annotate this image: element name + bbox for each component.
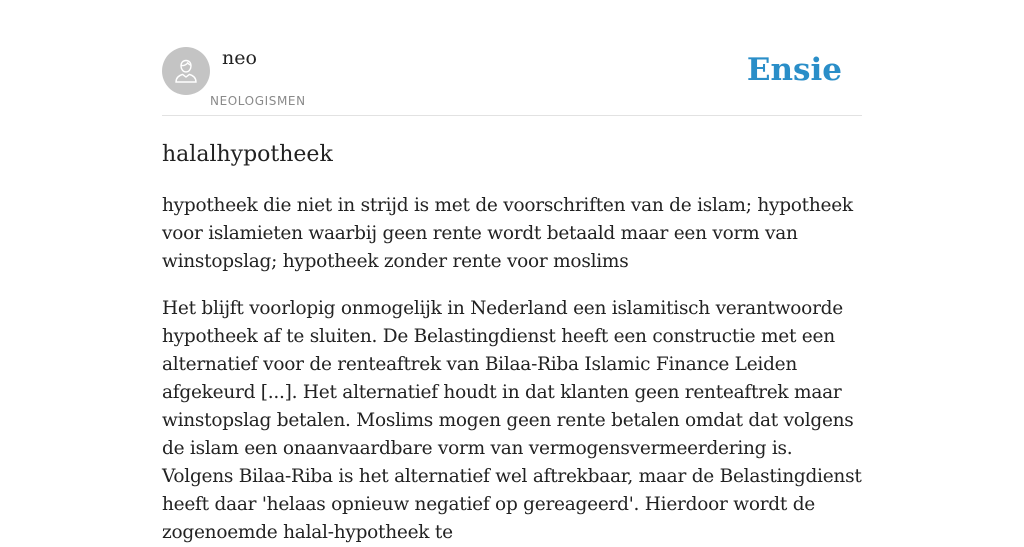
entry-title: halalhypotheek: [162, 142, 333, 167]
avatar[interactable]: [162, 47, 210, 95]
author-name[interactable]: neo: [222, 47, 257, 69]
ensie-logo[interactable]: Ensie: [746, 52, 842, 88]
entry-definition: hypotheek die niet in strijd is met de voorschriften van de islam; hypotheek voor islamieten waarbij geen rente wordt betaald maar een vorm van winstopslag; hypotheek zonder rente voor moslims: [162, 195, 853, 272]
entry-header: [162, 0, 862, 116]
entry-card: [162, 0, 862, 547]
entry-quote: Het blijft voorlopig onmogelijk in Nederland een islamitisch verantwoorde hypotheek af te sluiten. De Belastingdienst heeft een constructie met een alternatief voor de renteaftrek van Bilaa-Riba Islamic Finance Leiden afgekeurd [...]. Het alternatief houdt in dat klanten geen renteaftrek maar winstopslag betalen. Moslims mogen geen rente betalen omdat dat volgens de islam een onaanvaardbare vorm van vermogensvermeerdering is. Volgens Bilaa-Riba is het alternatief wel aftrekbaar, maar de Belastingdienst heeft daar 'helaas opnieuw negatief op gereageerd'. Hierdoor wordt de zogenoemde halal-hypotheek te: [162, 298, 862, 543]
user-icon: [171, 56, 201, 86]
author-category[interactable]: NEOLOGISMEN: [210, 94, 306, 108]
